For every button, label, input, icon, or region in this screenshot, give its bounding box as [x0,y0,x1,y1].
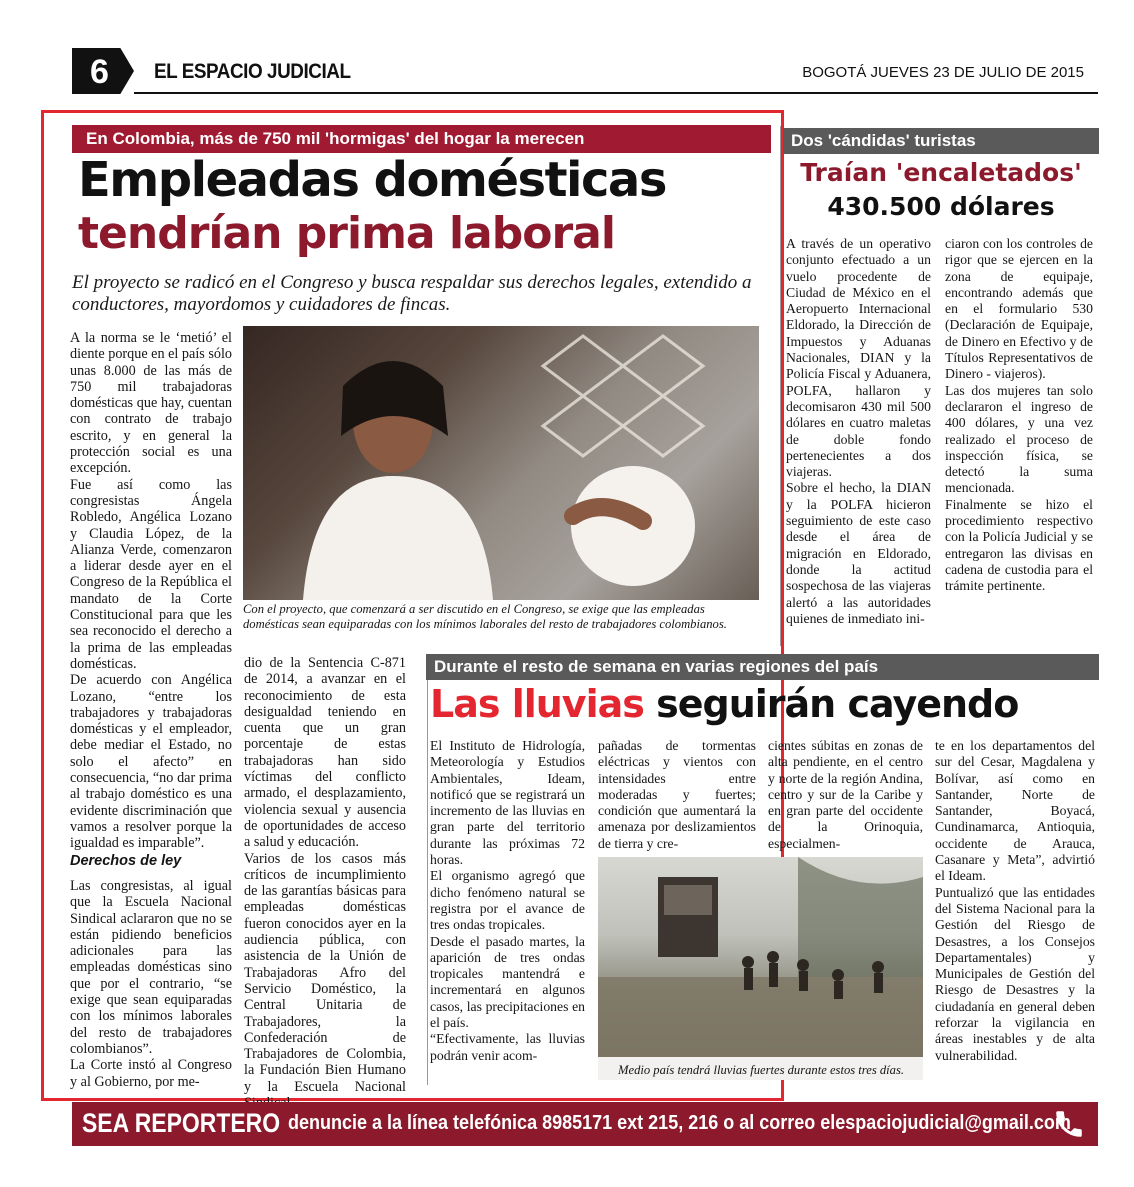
side-article-kicker [783,128,1099,154]
rain-col4-p2: Puntualizó que las entidades del Sistema Nacional para la Gestión del Riesgo de Desastres, a los Consejos Departamentales) y Municipales de Gestión del Riesgo de Desastres y la ciudadanía en general deben reforzar la vigilancia en áreas inestables y de alta vulnerabilidad. [935,884,1095,1063]
main-photo-caption: Con el proyecto, que comenzará a ser discutido en el Congreso, se exige que las empleadas domésticas sean equiparadas con los mínimos laborales del resto de trabajadores colombianos. [243,602,759,632]
side-col1-p1: A través de un operativo conjunto efectuado a un vuelo procedente de Ciudad de México en el Aeropuerto Internacional Eldorado, la Dirección de Impuestos y Aduanas Nacionales, DIAN y la Policía Fiscal y Aduanera, POLFA, hallaron y decomisaron 430 mil 500 dólares en cuatro maletas de doble fondo pertenecientes a dos viajeras. [786,236,931,480]
rain-col1-p3: Desde el pasado martes, la aparición de tres ondas tropicales mantendrá e incrementará en algunos casos, las precipitaciones en el país. [430,933,585,1031]
footer-brand: SEA REPORTERO [82,1108,281,1138]
issue-date: BOGOTÁ JUEVES 23 DE JULIO DE 2015 [802,64,1084,81]
main-kicker-text: En Colombia, más de 750 mil 'hormigas' del hogar la merecen [86,129,585,148]
column-divider [427,680,428,1085]
page-header [72,48,1098,94]
header-rule [134,92,1098,94]
rain-col-3 [768,738,923,852]
rain-col2-p1: pañadas de tormentas eléctricas y vientos con intensidades entre moderadas y fuertes; condición que aumentará la amenaza por deslizamientos de tierra y cre- [598,738,756,851]
column-divider [780,126,781,646]
side-col2-p2: Las dos mujeres tan solo declararon el ingreso de 400 dólares, y una vez realizado el proceso de inspección física, se detectó la suma mencionada. [945,382,1093,496]
phone-icon [1052,1107,1086,1141]
side-headline-line1: Traían 'encaletados' [800,158,1082,187]
main-col1-p2: Fue así como las congresistas Ángela Robledo, Angélica Lozano y Claudia López, de la Alianza Verde, comenzaron a liderar desde ayer en el Congreso de la República el mandato de la Corte Constitucional para que les sea reconocido el derecho a la prima de las empleadas domésticas. [70,476,232,672]
main-deck: El proyecto se radicó en el Congreso y busca respaldar sus derechos legales, extendido a conductores, mayordomos y cuidadores de fincas. [72,272,752,315]
main-col-2 [244,655,406,1111]
rain-col-4 [935,738,1095,1064]
main-col2-p2: Varios de los casos más críticos de incumplimiento de las garantías básicas para empleadas domésticas fueron conocidos ayer en la audiencia pública, con asistencia de la Unión de Trabajadoras Afro del Servicio Doméstico, la Central Unitaria de Trabajadores, la Confederación de Trabajadores de Colombia, la Fundación Bien Humano y la Escuela Nacional [244,850,406,1095]
main-col2-p1: dio de la Sentencia C-871 de 2014, a avanzar en el reconocimiento de esta desigualdad teniendo en cuenta que un gran porcentaje de estas trabajadoras han sido víctimas del conflicto armado, el desplazamiento, violencia sexual y ausencia de oportunidades de acceso a salud y educación. [244,655,406,851]
rain-col3-p1: cientes súbitas en zonas de alta pendiente, en el centro y norte de la región Andina, centro y sur de la Caribe y en gran parte del occidente de la Orinoquia, especialmen- [768,738,923,851]
rain-col4-p1: te en los departamentos del sur del Cesar, Magdalena y Bolívar, así como en Santander, Norte de Santander, Boyacá, Cundinamarca, Antioquia, occidente de Arauca, Casanare y Meta”, advirtió el Ideam. [935,738,1095,884]
side-col1-p2: Sobre el hecho, la DIAN y la POLFA hicieron seguimiento de este caso desde el área de migración en Eldorado, donde la actitud sospechosa de las viajeras alertó a las autoridades quienes de inmediato ini- [786,480,931,626]
rain-photo [598,857,923,1080]
rain-kicker-text: Durante el resto de semana en varias regiones del país [434,657,879,676]
main-col1-p3: De acuerdo con Angélica Lozano, “entre los trabajadores y trabajadoras domésticas y el empleador, debe mediar el Estado, no solo el afecto” en consecuencia, “no dar prima al trabajo doméstico es una evidente discriminación que vamos a resolver porque la igualdad es imparable”. [70,672,232,852]
rain-col-1 [430,738,585,1064]
main-col-1 [70,330,232,852]
rain-col1-p4: “Efectivamente, las lluvias podrán venir acom- [430,1031,585,1063]
masthead: EL ESPACIO JUDICIAL [154,60,351,83]
rain-headline-red: Las lluvias [430,682,644,726]
rain-col-2 [598,738,756,852]
main-headline-line2: tendrían prima laboral [78,208,615,259]
rain-headline-black: seguirán cayendo [656,682,1019,726]
main-subhead: Derechos de ley [70,853,182,869]
rain-headline [430,682,1100,726]
main-col1b-p2: La Corte instó al Congreso y al Gobierno, por me- [70,1057,232,1090]
footer-banner [72,1102,1098,1146]
side-headline-line2: 430.500 dólares [827,192,1055,221]
main-photo [243,326,759,600]
rain-col1-p1: El Instituto de Hidrología, Meteorología y Estudios Ambientales, Ideam, notificó que se registrará un incremento de las lluvias en gran parte del territorio durante las próximas 72 horas. [430,738,585,868]
rain-photo-illustration [598,857,923,1080]
main-col1b-p1: Las congresistas, al igual que la Escuela Nacional Sindical aclararon que no se están pidiendo beneficios adicionales para las empleadas domésticas sino que por el contrario, “se exige que sean equiparadas con los mínimos laborales del resto de trabajadores colombianos”. [70,878,232,1057]
rain-col1-p2: El organismo agregó que dicho fenómeno natural se registra por el avance de tres ondas tropicales. [430,868,585,933]
rain-article-kicker [426,654,1099,680]
side-kicker-text: Dos 'cándidas' turistas [791,131,976,150]
main-col1-p1: A la norma se le ‘metió’ el diente porque en el país sólo unas 8.000 de las más de 750 mil trabajadoras domésticas que hay, cuentan con contrato de trabajo escrito, y en general la protección social es una excepción. [70,330,232,477]
main-col-1b [70,878,232,1090]
main-headline-line1: Empleadas domésticas [78,152,666,208]
side-col-2 [945,236,1093,595]
main-photo-illustration [243,326,759,600]
side-col2-p1: ciaron con los controles de rigor que se ejercen en la zona de equipaje, encontrando además que en el formulario 530 (Declaración de Equipaje, de Dinero en Efectivo y de Títulos Representativos de Dinero - viajeros). [945,236,1093,382]
footer-text: denuncie a la línea telefónica 8985171 ext 215, 216 o al correo elespaciojudicial@gmail.com [288,1112,1071,1134]
rain-photo-caption: Medio país tendrá lluvias fuertes durante estos tres días. [617,1063,905,1077]
page-number: 6 [90,53,109,91]
side-col-1 [786,236,931,627]
main-article-kicker [72,125,771,153]
side-col2-p3: Finalmente se hizo el procedimiento respectivo con la Policía Judicial y se entregaron las divisas en cadena de custodia para el trámite pertinente. [945,496,1093,594]
